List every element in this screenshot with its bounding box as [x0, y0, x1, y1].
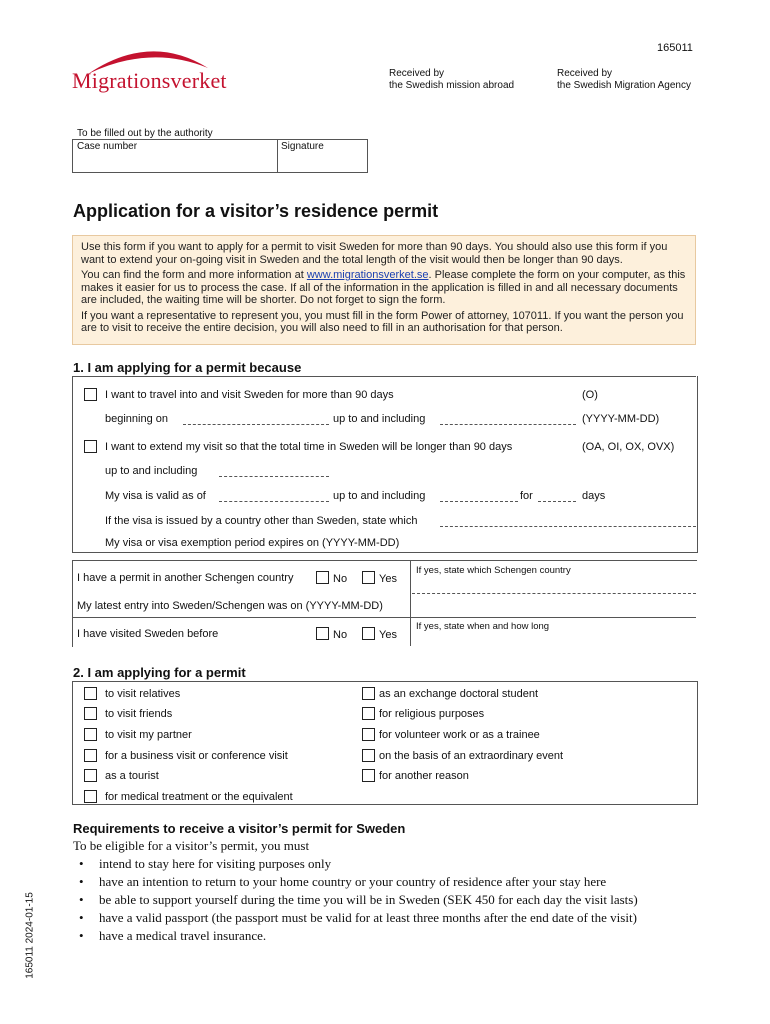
- visa-days-field[interactable]: [538, 501, 576, 502]
- visa-up-to-label: up to and including: [333, 490, 426, 502]
- requirement-item: • have a valid passport (the passport must be valid for at least three months after the end date of the visit): [73, 909, 713, 927]
- schengen-permit-label: I have a permit in another Schengen country: [77, 572, 294, 584]
- schengen-yes-label: Yes: [379, 573, 397, 585]
- opt2-label: I want to extend my visit so that the total time in Sweden will be longer than 90 days: [105, 441, 513, 453]
- purpose-checkbox[interactable]: [362, 769, 375, 782]
- schengen-divider: [410, 560, 411, 646]
- schengen-which-label: If yes, state which Schengen country: [416, 565, 571, 576]
- purpose-checkbox[interactable]: [84, 707, 97, 720]
- info-paragraph-1: Use this form if you want to apply for a permit to visit Sweden for more than 90 days. You should also use this form if you want to extend your on-going visit in Sweden and the total length of the visit would then be longer than 90 days.: [81, 241, 668, 266]
- requirements-intro: To be eligible for a visitor’s permit, you must: [73, 838, 310, 853]
- schengen-row-divider: [72, 617, 696, 618]
- side-form-code: 165011 2024-01-15: [24, 892, 36, 979]
- requirement-item: • intend to stay here for visiting purposes only: [73, 855, 713, 873]
- visited-yes-label: Yes: [379, 629, 397, 641]
- visa-expires-label: My visa or visa exemption period expires on (YYYY-MM-DD): [105, 537, 400, 549]
- visa-valid-to-field[interactable]: [440, 501, 518, 502]
- purpose-label: for medical treatment or the equivalent: [105, 791, 293, 803]
- case-number-field[interactable]: Case number: [77, 141, 138, 152]
- website-link[interactable]: www.migrationsverket.se: [306, 269, 429, 281]
- purpose-label: as an exchange doctoral student: [379, 688, 539, 700]
- purpose-checkbox[interactable]: [84, 769, 97, 782]
- schengen-which-field[interactable]: [412, 593, 696, 594]
- purpose-checkbox[interactable]: [84, 790, 97, 803]
- purpose-label: to visit my partner: [105, 729, 192, 741]
- beginning-on-field[interactable]: [183, 424, 329, 425]
- purpose-checkbox[interactable]: [362, 728, 375, 741]
- purpose-checkbox[interactable]: [362, 749, 375, 762]
- requirements-list: [73, 855, 713, 945]
- for-label: for: [520, 490, 533, 502]
- purpose-label: to visit friends: [105, 708, 173, 720]
- purpose-label: to visit relatives: [105, 688, 181, 700]
- beginning-on-label: beginning on: [105, 413, 169, 425]
- visited-no-label: No: [333, 629, 348, 641]
- requirement-item: • have a medical travel insurance.: [73, 927, 713, 945]
- opt2-checkbox[interactable]: [84, 440, 97, 453]
- visited-yes-checkbox[interactable]: [362, 627, 375, 640]
- logo-text: Migrationsverket: [72, 68, 227, 93]
- visited-no-checkbox[interactable]: [316, 627, 329, 640]
- received-agency: Received by the Swedish Migration Agency: [557, 68, 691, 91]
- purpose-checkbox[interactable]: [84, 687, 97, 700]
- form-number: 165011: [657, 42, 693, 54]
- opt2-code: (OA, OI, OX, OVX): [582, 441, 675, 453]
- info-box: [72, 235, 696, 345]
- visa-country-field[interactable]: [440, 526, 696, 527]
- purpose-label: on the basis of an extraordinary event: [379, 750, 564, 762]
- extend-up-to-field[interactable]: [219, 476, 329, 477]
- requirements-heading: Requirements to receive a visitor’s permit for Sweden: [73, 821, 406, 836]
- visited-before-label: I have visited Sweden before: [77, 628, 219, 640]
- up-to-including-field[interactable]: [440, 424, 576, 425]
- visa-valid-from-field[interactable]: [219, 501, 329, 502]
- purpose-checkbox[interactable]: [362, 687, 375, 700]
- purpose-checkbox[interactable]: [362, 707, 375, 720]
- up-to-including-label: up to and including: [333, 413, 426, 425]
- opt1-checkbox[interactable]: [84, 388, 97, 401]
- received-mission: Received by the Swedish mission abroad: [389, 68, 515, 91]
- signature-field[interactable]: Signature: [281, 141, 324, 152]
- schengen-no-checkbox[interactable]: [316, 571, 329, 584]
- purpose-label: for a business visit or conference visit: [105, 750, 288, 762]
- visited-when-label: If yes, state when and how long: [416, 621, 550, 632]
- visa-country-label: If the visa is issued by a country other than Sweden, state which: [105, 515, 418, 527]
- purpose-label: as a tourist: [105, 770, 159, 782]
- purpose-label: for religious purposes: [379, 708, 485, 720]
- purpose-label: for volunteer work or as a trainee: [379, 729, 540, 741]
- info-paragraph-2: You can find the form and more information at www.migrationsverket.se. Please complete the form on your computer, as this makes it easier for us to process the case. If all of the information in the application is filled in and all necessary documents are included, the waiting time will be shorter. Do not forget to sign the form.: [81, 269, 686, 306]
- page-title: Application for a visitor’s residence permit: [73, 201, 439, 221]
- purpose-checkbox[interactable]: [84, 749, 97, 762]
- opt1-label: I want to travel into and visit Sweden for more than 90 days: [105, 389, 394, 401]
- requirement-item: • be able to support yourself during the time you will be in Sweden (SEK 450 for each day the visit lasts): [73, 891, 713, 909]
- extend-up-to-label: up to and including: [105, 465, 198, 477]
- days-label: days: [582, 490, 606, 502]
- authority-heading: To be filled out by the authority: [77, 128, 213, 139]
- date-format-label: (YYYY-MM-DD): [582, 413, 660, 425]
- migrationsverket-logo: [70, 38, 230, 94]
- purpose-checkbox[interactable]: [84, 728, 97, 741]
- authority-box: [72, 139, 368, 173]
- visa-valid-label: My visa is valid as of: [105, 490, 206, 502]
- latest-entry-label: My latest entry into Sweden/Schengen was on (YYYY-MM-DD): [77, 600, 383, 612]
- schengen-no-label: No: [333, 573, 348, 585]
- section1-heading: 1. I am applying for a permit because: [73, 360, 302, 375]
- schengen-yes-checkbox[interactable]: [362, 571, 375, 584]
- info-paragraph-3: If you want a representative to represent you, you must fill in the form Power of attorney, 107011. If you want the person you are to visit to receive the entire decision, you will also need to fill in an authorisation for that person.: [81, 309, 684, 334]
- requirement-item: • have an intention to return to your home country or your country of residence after your stay here: [73, 873, 713, 891]
- section2-heading: 2. I am applying for a permit: [73, 665, 246, 680]
- opt1-code: (O): [582, 389, 598, 401]
- purpose-label: for another reason: [379, 770, 469, 782]
